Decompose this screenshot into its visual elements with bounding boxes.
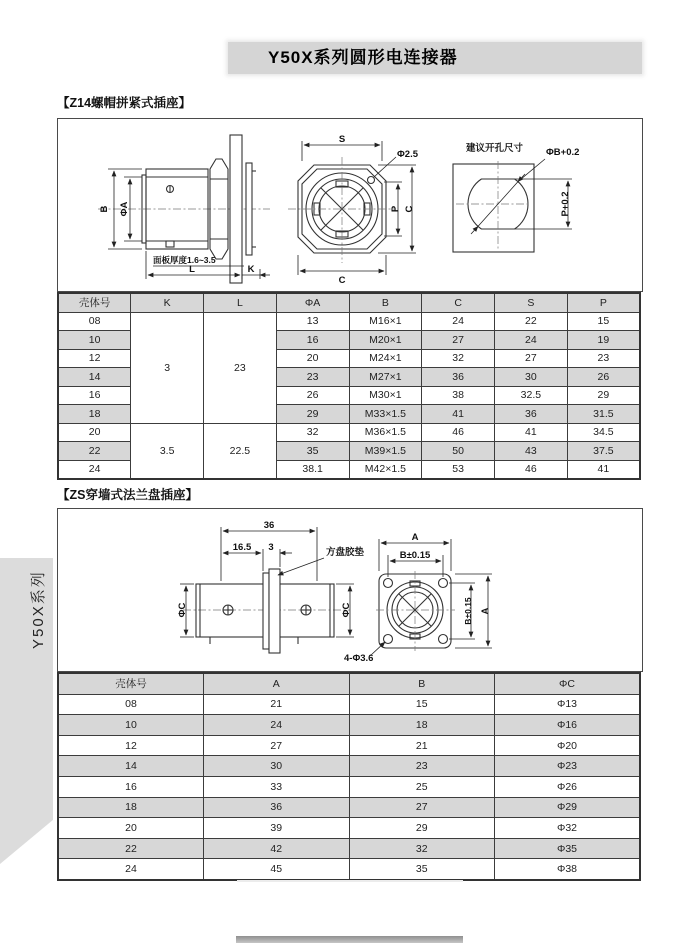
cell-a: 24 xyxy=(204,715,350,736)
cell-b: 35 xyxy=(349,859,495,880)
cell-p: 41 xyxy=(567,460,640,479)
cell-b: M20×1 xyxy=(349,331,422,350)
cell-no: 18 xyxy=(58,405,131,424)
cell-s: 24 xyxy=(495,331,568,350)
section-z14-title: 【Z14螺帽拼紧式插座】 xyxy=(57,96,192,110)
cell-s: 43 xyxy=(495,442,568,461)
dim-s: S xyxy=(338,134,346,145)
header-b: B xyxy=(349,293,422,312)
cell-phi-c: Φ29 xyxy=(495,797,641,818)
cell-p: 15 xyxy=(567,312,640,331)
dim-c-bottom: C xyxy=(338,275,346,286)
cell-c: 36 xyxy=(422,368,495,387)
cell-b: 25 xyxy=(349,776,495,797)
cell-phi-c: Φ32 xyxy=(495,818,641,839)
table-header-row xyxy=(58,293,640,312)
cell-p: 23 xyxy=(567,349,640,368)
header-s: S xyxy=(495,293,568,312)
cell-p: 34.5 xyxy=(567,423,640,442)
table-row xyxy=(58,797,640,818)
cell-phi-a: 20 xyxy=(276,349,349,368)
dim-3: 3 xyxy=(268,542,274,553)
cell-b: 18 xyxy=(349,715,495,736)
z14-dimension-table xyxy=(57,292,641,480)
dim-a-top: A xyxy=(411,532,419,543)
cell-a: 27 xyxy=(204,735,350,756)
cell-a: 45 xyxy=(204,859,350,880)
cell-phi-a: 32 xyxy=(276,423,349,442)
dim-36: 36 xyxy=(263,520,275,531)
cell-b: M42×1.5 xyxy=(349,460,422,479)
table-row xyxy=(58,312,640,331)
cell-phi-a: 13 xyxy=(276,312,349,331)
cell-phi-a: 29 xyxy=(276,405,349,424)
header-a: A xyxy=(204,673,350,694)
dim-phi-c-right: ΦC xyxy=(341,602,352,618)
footer-bar xyxy=(236,936,463,943)
cell-p: 19 xyxy=(567,331,640,350)
cell-b: M39×1.5 xyxy=(349,442,422,461)
dim-165: 16.5 xyxy=(232,542,252,553)
cell-c: 32 xyxy=(422,349,495,368)
cell-no: 10 xyxy=(58,715,204,736)
cell-l-group1: 23 xyxy=(204,312,277,423)
cell-phi-a: 38.1 xyxy=(276,460,349,479)
z14-cutout-view xyxy=(453,142,579,252)
cell-b: M27×1 xyxy=(349,368,422,387)
cell-b: M24×1 xyxy=(349,349,422,368)
cell-phi-a: 23 xyxy=(276,368,349,387)
dim-c-right: C xyxy=(404,205,415,213)
header-phi-c: ΦC xyxy=(495,673,641,694)
cell-b: 15 xyxy=(349,694,495,715)
cell-c: 24 xyxy=(422,312,495,331)
z14-front-view xyxy=(288,134,419,286)
cell-phi-a: 35 xyxy=(276,442,349,461)
header-k: K xyxy=(131,293,204,312)
header-b: B xyxy=(349,673,495,694)
cell-a: 33 xyxy=(204,776,350,797)
cell-no: 22 xyxy=(58,838,204,859)
header-l: L xyxy=(204,293,277,312)
table-row xyxy=(58,756,640,777)
cell-s: 32.5 xyxy=(495,386,568,405)
cell-b: M33×1.5 xyxy=(349,405,422,424)
cell-s: 36 xyxy=(495,405,568,424)
cell-b: M30×1 xyxy=(349,386,422,405)
cell-phi-c: Φ26 xyxy=(495,776,641,797)
panel-thickness-note: 面板厚度1.6~3.5 xyxy=(153,255,216,265)
z14-technical-drawing xyxy=(58,119,640,289)
cell-s: 27 xyxy=(495,349,568,368)
cell-no: 16 xyxy=(58,386,131,405)
series-side-label: Y50X系列 xyxy=(30,570,47,649)
cell-k-group1: 3 xyxy=(131,312,204,423)
cell-a: 42 xyxy=(204,838,350,859)
cell-a: 39 xyxy=(204,818,350,839)
section-zs-title: 【ZS穿墙式法兰盘插座】 xyxy=(57,488,198,502)
cell-phi-c: Φ20 xyxy=(495,735,641,756)
holes-label: 4-Φ3.6 xyxy=(344,653,374,664)
cell-b: 32 xyxy=(349,838,495,859)
cell-phi-c: Φ16 xyxy=(495,715,641,736)
cell-phi-c: Φ35 xyxy=(495,838,641,859)
table-row xyxy=(58,776,640,797)
dim-phi25: Φ2.5 xyxy=(397,149,419,160)
dim-a-right: A xyxy=(480,607,491,615)
cell-s: 46 xyxy=(495,460,568,479)
cell-no: 14 xyxy=(58,368,131,387)
drawing-area-z14 xyxy=(57,118,643,292)
dim-p02: P+0.2 xyxy=(560,191,571,217)
cell-s: 22 xyxy=(495,312,568,331)
cell-c: 41 xyxy=(422,405,495,424)
zs-side-view xyxy=(177,520,365,653)
cell-no: 22 xyxy=(58,442,131,461)
cell-p: 31.5 xyxy=(567,405,640,424)
cell-no: 18 xyxy=(58,797,204,818)
cell-b: M16×1 xyxy=(349,312,422,331)
cell-phi-a: 16 xyxy=(276,331,349,350)
cell-l-group2: 22.5 xyxy=(204,423,277,479)
dim-phi-a: ΦA xyxy=(119,201,130,217)
cell-p: 37.5 xyxy=(567,442,640,461)
table-row xyxy=(58,735,640,756)
table-row xyxy=(58,715,640,736)
cell-phi-c: Φ38 xyxy=(495,859,641,880)
cell-phi-c: Φ23 xyxy=(495,756,641,777)
cell-a: 21 xyxy=(204,694,350,715)
dim-l: L xyxy=(189,264,195,275)
cell-phi-a: 26 xyxy=(276,386,349,405)
cell-c: 53 xyxy=(422,460,495,479)
page-title-bar xyxy=(228,42,642,74)
table-row xyxy=(58,838,640,859)
cell-c: 27 xyxy=(422,331,495,350)
zs-front-view xyxy=(344,532,492,664)
cell-p: 29 xyxy=(567,386,640,405)
cell-no: 08 xyxy=(58,312,131,331)
cell-c: 50 xyxy=(422,442,495,461)
dim-b-top: B±0.15 xyxy=(399,550,431,561)
dim-b-right: B±0.15 xyxy=(463,597,473,625)
header-p: P xyxy=(567,293,640,312)
cell-no: 08 xyxy=(58,694,204,715)
cell-s: 30 xyxy=(495,368,568,387)
zs-technical-drawing xyxy=(58,509,640,669)
cell-phi-c: Φ13 xyxy=(495,694,641,715)
dim-phi-c-left: ΦC xyxy=(177,602,188,618)
cell-b: M36×1.5 xyxy=(349,423,422,442)
cell-p: 26 xyxy=(567,368,640,387)
dim-phi-b: ΦB+0.2 xyxy=(546,147,580,158)
footer-divider xyxy=(237,880,463,882)
header-shell-no: 壳体号 xyxy=(58,673,204,694)
cell-no: 10 xyxy=(58,331,131,350)
page-title: Y50X系列圆形电连接器 xyxy=(268,48,458,67)
table-row xyxy=(58,423,640,442)
dim-k: K xyxy=(247,264,255,275)
cell-a: 30 xyxy=(204,756,350,777)
cell-no: 16 xyxy=(58,776,204,797)
cell-no: 12 xyxy=(58,349,131,368)
cell-no: 20 xyxy=(58,818,204,839)
z14-side-view xyxy=(98,135,270,283)
table-row xyxy=(58,818,640,839)
cell-no: 20 xyxy=(58,423,131,442)
cell-k-group2: 3.5 xyxy=(131,423,204,479)
gasket-label: 方盘胶垫 xyxy=(326,547,365,558)
cell-b: 23 xyxy=(349,756,495,777)
cell-c: 38 xyxy=(422,386,495,405)
cell-no: 24 xyxy=(58,859,204,880)
cell-no: 14 xyxy=(58,756,204,777)
header-shell-no: 壳体号 xyxy=(58,293,131,312)
table-header-row xyxy=(58,673,640,694)
table-row xyxy=(58,694,640,715)
cell-a: 36 xyxy=(204,797,350,818)
cell-c: 46 xyxy=(422,423,495,442)
cell-s: 41 xyxy=(495,423,568,442)
table-row xyxy=(58,859,640,880)
cell-b: 21 xyxy=(349,735,495,756)
zs-dimension-table xyxy=(57,672,641,881)
header-phi-a: ΦA xyxy=(276,293,349,312)
cell-b: 27 xyxy=(349,797,495,818)
dim-b: B xyxy=(99,205,110,213)
header-c: C xyxy=(422,293,495,312)
cell-no: 24 xyxy=(58,460,131,479)
cutout-title: 建议开孔尺寸 xyxy=(466,143,524,154)
drawing-area-zs xyxy=(57,508,643,672)
cell-b: 29 xyxy=(349,818,495,839)
cell-no: 12 xyxy=(58,735,204,756)
dim-p: P xyxy=(390,205,401,213)
